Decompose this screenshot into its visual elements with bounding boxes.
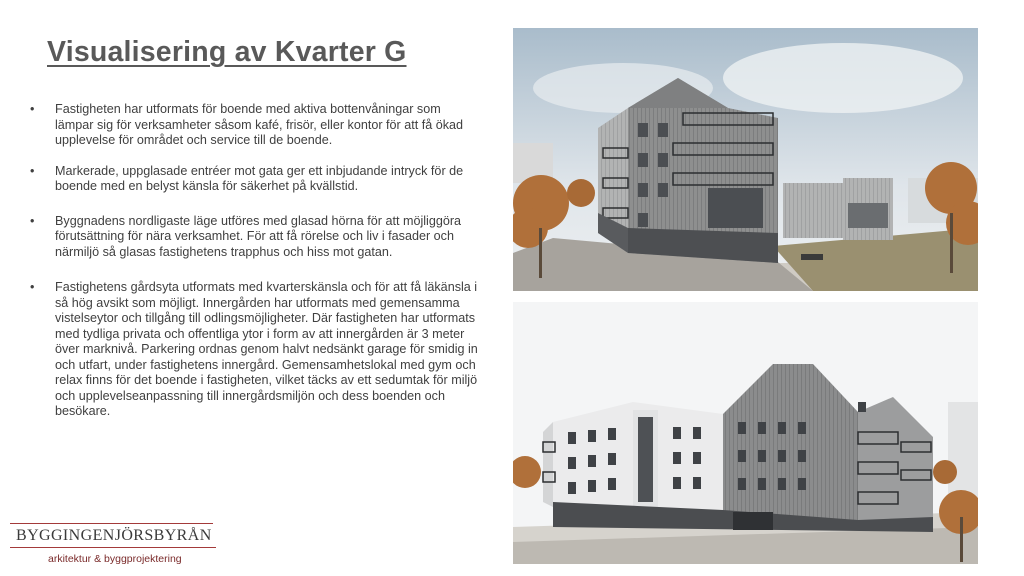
logo-tagline: arkitektur & byggprojektering <box>48 553 182 565</box>
logo-name: BYGGINGENJÖRSBYRÅN <box>16 527 212 544</box>
bullet-item: • Fastigheten har utformats för boende med aktiva bottenvåningar som lämpar sig för verksamheter såsom kafé, frisör, eller kontor för att få ökad upplevelse för området och service till de boende. <box>30 102 480 149</box>
render-image-top <box>513 28 978 291</box>
render-image-bottom <box>513 302 978 564</box>
slide-title: Visualisering av Kvarter G <box>47 36 407 68</box>
bullet-item: • Markerade, uppglasade entréer mot gata ger ett inbjudande intryck för de boende med en belyst känsla för säkerhet på kvällstid. <box>30 164 480 195</box>
bullet-list <box>30 102 480 420</box>
bullet-item: • Byggnadens nordligaste läge utföres med glasad hörna för att möjliggöra förutsättning för nära verksamhet. För att få rörelse och liv i fasader och närmiljö så glasas fastighetens trapphus och hiss mot gatan. <box>30 214 480 261</box>
building-render-corner-view <box>513 28 978 291</box>
bullet-item: • Fastighetens gårdsyta utformats med kvarterskänsla och för att få läkänsla i så hög avsikt som möjligt. Innergården har utformats med gemensamma vistelseytor och tillgång till odlingsmöjligheter. Där fastigheten har utformats med tydliga privata och offentliga ytor i form av att innergården är 3 meter över marknivå. Parkering ordnas genom halvt nedsänkt garage för smidig in och utfart, under fastighetens innergård. Gemensamhetslokal med gym och relax finns för det boende i fastigheten, vilket täcks av ett sedumtak för miljö och upplevelseanpassning till innergårdsmiljön och dess boenden och besökare. <box>30 280 480 420</box>
company-logo <box>10 523 216 565</box>
building-render-street-view <box>513 302 978 564</box>
